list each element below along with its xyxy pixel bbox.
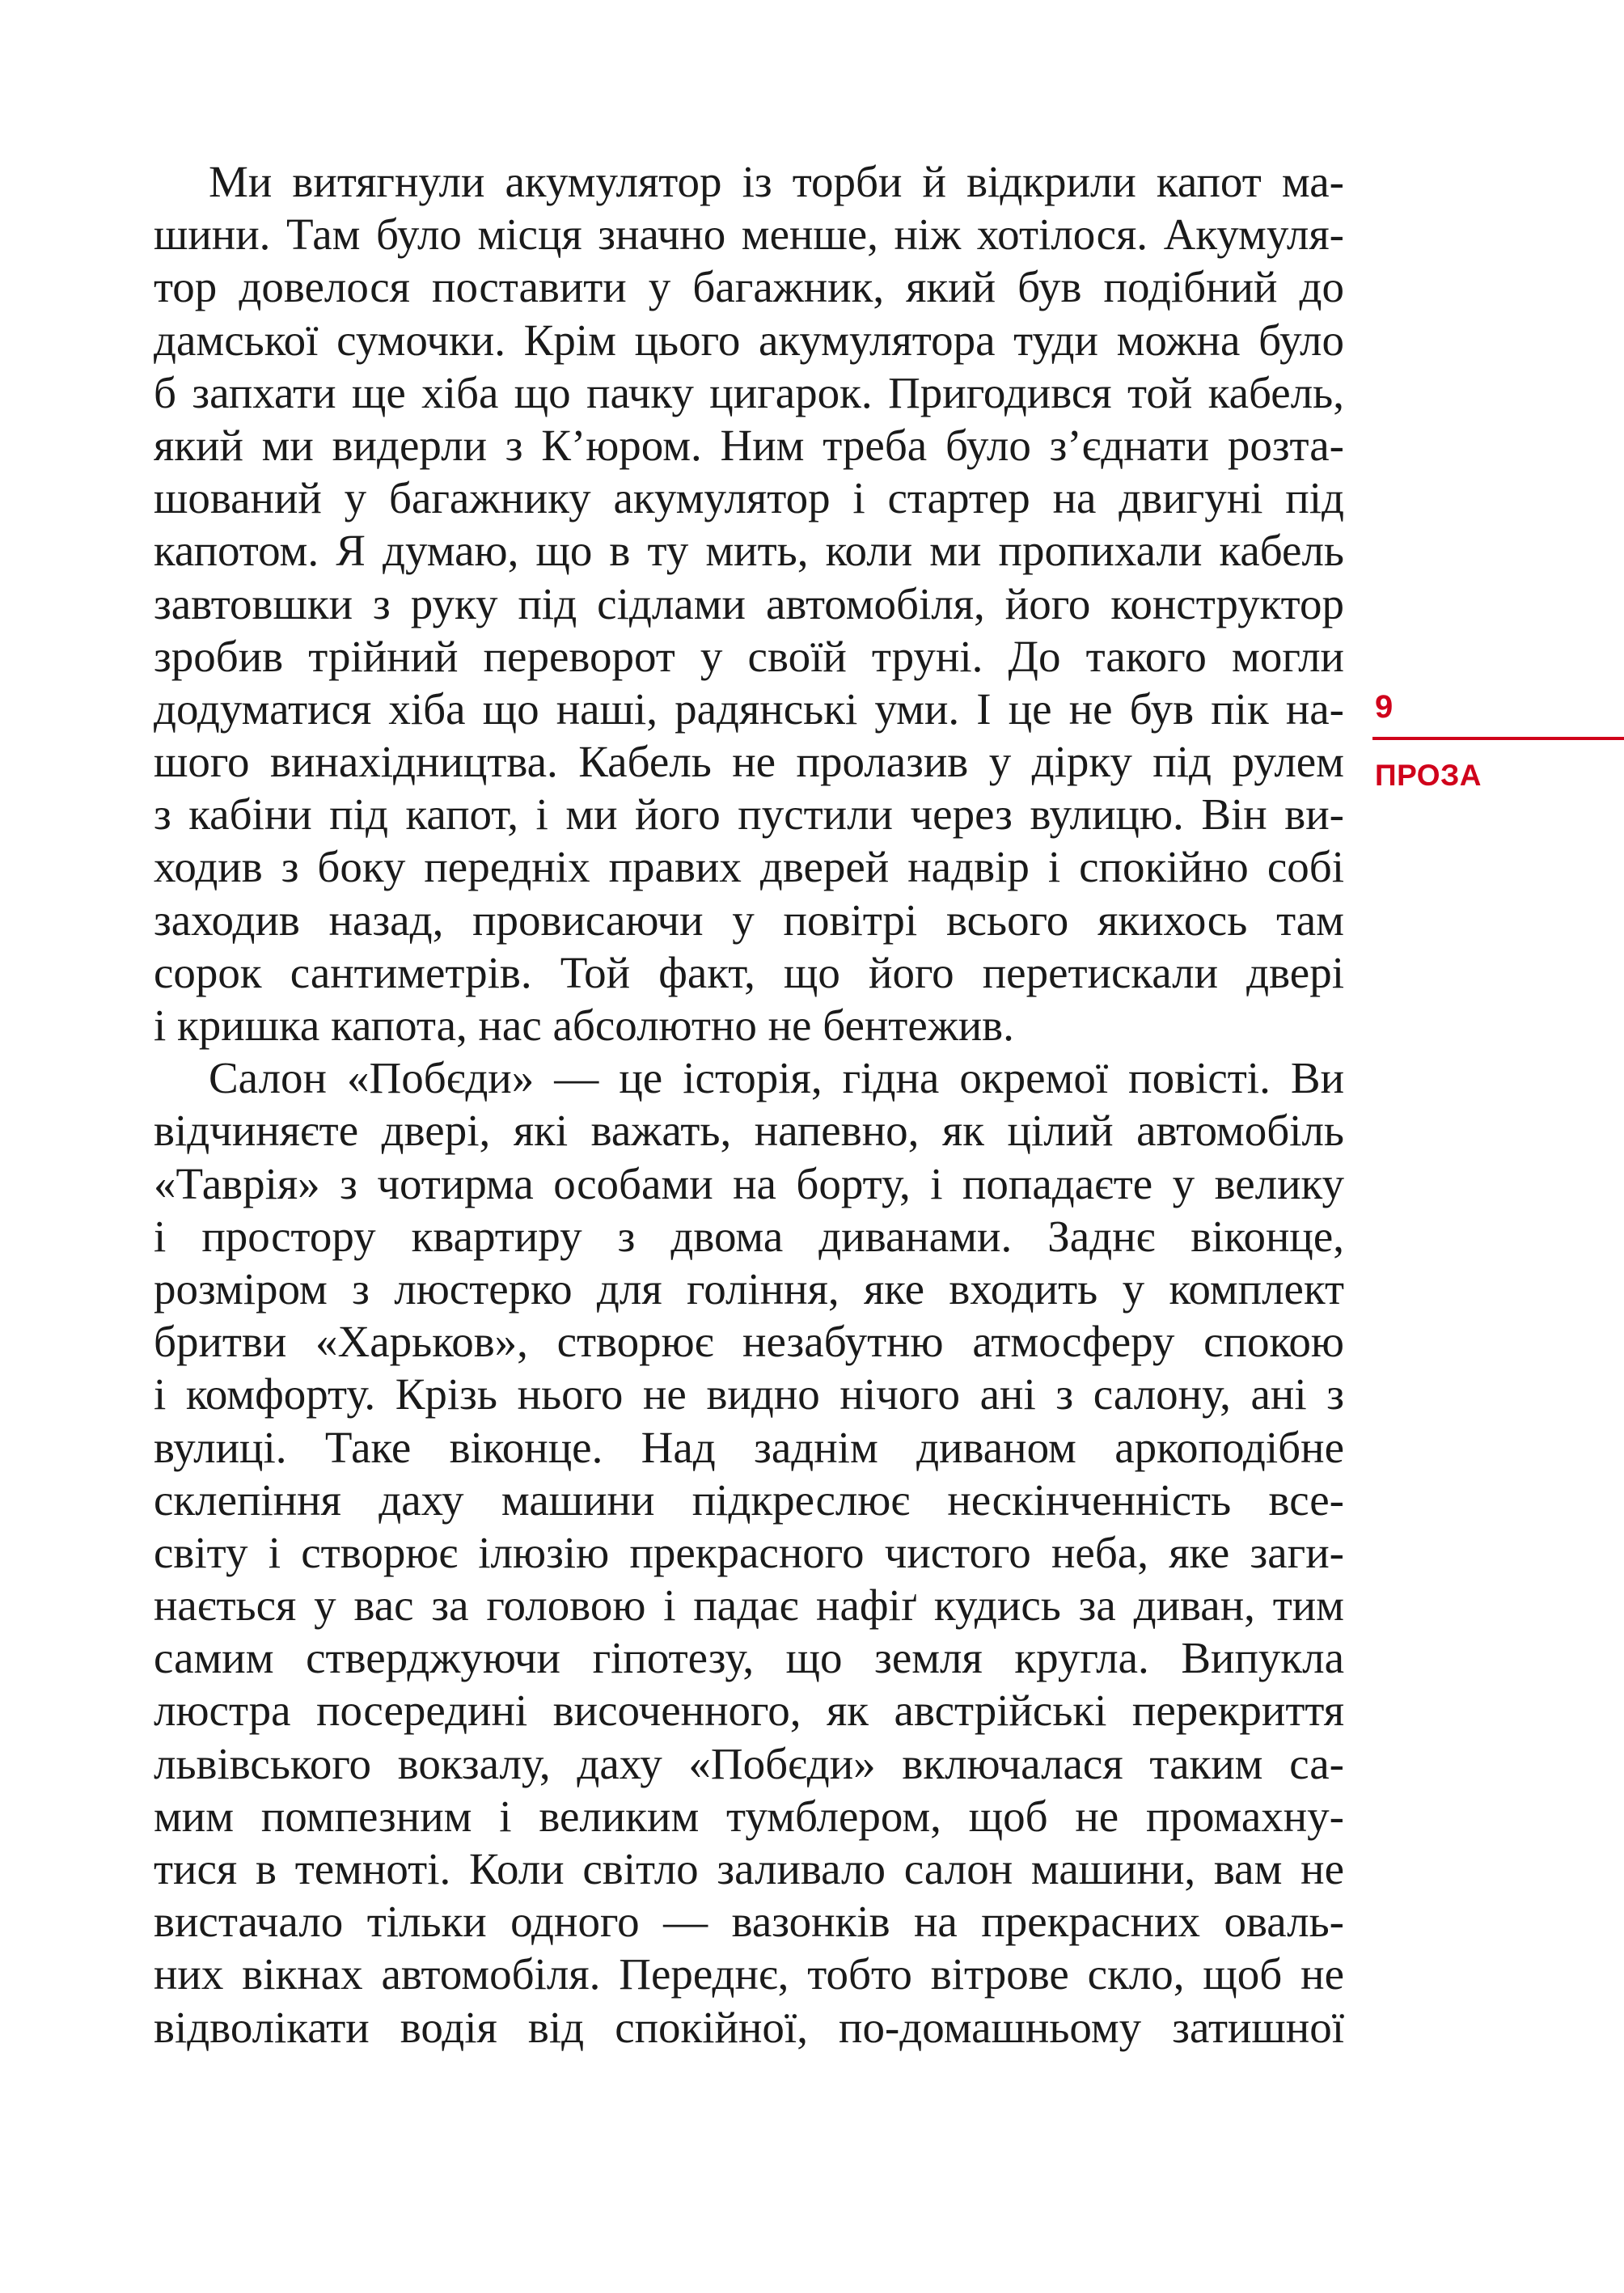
text-line: вистачало тільки одного — вазонків на прекрасних оваль- bbox=[154, 1897, 1344, 1947]
text-line: який ми видерли з К’юром. Ним треба було з’єднати розта- bbox=[154, 420, 1344, 470]
text-line: зробив трійний переворот у своїй труні. До такого могли bbox=[154, 631, 1344, 681]
text-line: світу і створює ілюзію прекрасного чистого неба, яке заги- bbox=[154, 1527, 1344, 1577]
paragraph-2 bbox=[154, 1051, 1344, 2054]
text-line: Салон «Побєди» — це історія, гідна окремої повісті. Ви bbox=[209, 1053, 1344, 1103]
text-line: ходив з боку передніх правих дверей надвір і спокійно собі bbox=[154, 842, 1344, 892]
body-text bbox=[154, 155, 1344, 2054]
text-line: самим стверджуючи гіпотезу, що земля кругла. Випукла bbox=[154, 1633, 1344, 1683]
text-line: і кришка капота, нас абсолютно не бентежив. bbox=[154, 1001, 1014, 1050]
text-line: львівського вокзалу, даху «Побєди» включалася таким са- bbox=[154, 1738, 1344, 1788]
text-line: шини. Там було місця значно менше, ніж хотілося. Акумуля- bbox=[154, 209, 1344, 260]
text-line: нається у вас за головою і падає нафіґ кудись за диван, тим bbox=[154, 1580, 1344, 1631]
text-line: «Таврія» з чотирма особами на борту, і попадаєте у велику bbox=[154, 1158, 1344, 1208]
text-line: вулиці. Таке віконце. Над заднім диваном аркоподібне bbox=[154, 1422, 1344, 1472]
text-line: капотом. Я думаю, що в ту мить, коли ми пропихали кабель bbox=[154, 526, 1344, 576]
page-number: 9 bbox=[1375, 689, 1394, 725]
text-line: відволікати водія від спокійної, по-домашньому затишної bbox=[154, 2002, 1344, 2052]
text-line: шований у багажнику акумулятор і стартер на двигуні під bbox=[154, 473, 1344, 523]
text-line: заходив назад, провисаючи у повітрі всього якихось там bbox=[154, 895, 1344, 945]
text-line: Ми витягнули акумулятор із торби й відкрили капот ма- bbox=[209, 157, 1344, 206]
text-line: і комфорту. Крізь нього не видно нічого ані з салону, ані з bbox=[154, 1369, 1344, 1419]
text-line: шого винахідництва. Кабель не пролазив у дірку під рулем bbox=[154, 737, 1344, 787]
section-marker bbox=[1372, 689, 1624, 793]
text-line: дамської сумочки. Крім цього акумулятора туди можна було bbox=[154, 315, 1344, 365]
text-line: бритви «Харьков», створює незабутню атмосферу спокою bbox=[154, 1317, 1344, 1367]
paragraph-1 bbox=[154, 155, 1344, 1051]
text-line: тися в темноті. Коли світло заливало салон машини, вам не bbox=[154, 1844, 1344, 1893]
marker-divider bbox=[1372, 737, 1624, 740]
text-line: додуматися хіба що наші, радянські уми. І це не був пік на- bbox=[154, 683, 1344, 734]
text-line: з кабіни під капот, і ми його пустили через вулицю. Він ви- bbox=[154, 789, 1344, 840]
text-line: мим помпезним і великим тумблером, щоб не промахну- bbox=[154, 1791, 1344, 1841]
text-line: і простору квартиру з двома диванами. Заднє віконце, bbox=[154, 1211, 1344, 1261]
text-line: тор довелося поставити у багажник, який був подібний до bbox=[154, 262, 1344, 312]
text-line: розміром з люстерко для гоління, яке входить у комплект bbox=[154, 1263, 1344, 1314]
section-label: ПРОЗА bbox=[1375, 759, 1482, 792]
text-line: відчиняєте двері, які важать, напевно, як цілий автомобіль bbox=[154, 1106, 1344, 1156]
text-line: них вікнах автомобіля. Переднє, тобто вітрове скло, щоб не bbox=[154, 1949, 1344, 1999]
text-line: люстра посередині височенного, як австрійські перекриття bbox=[154, 1686, 1344, 1736]
text-line: сорок сантиметрів. Той факт, що його перетискали двері bbox=[154, 947, 1344, 997]
text-line: б запхати ще хіба що пачку цигарок. Пригодився той кабель, bbox=[154, 367, 1344, 417]
text-line: завтовшки з руку під сідлами автомобіля, його конструктор bbox=[154, 578, 1344, 628]
text-line: склепіння даху машини підкреслює нескінченність все- bbox=[154, 1474, 1344, 1525]
